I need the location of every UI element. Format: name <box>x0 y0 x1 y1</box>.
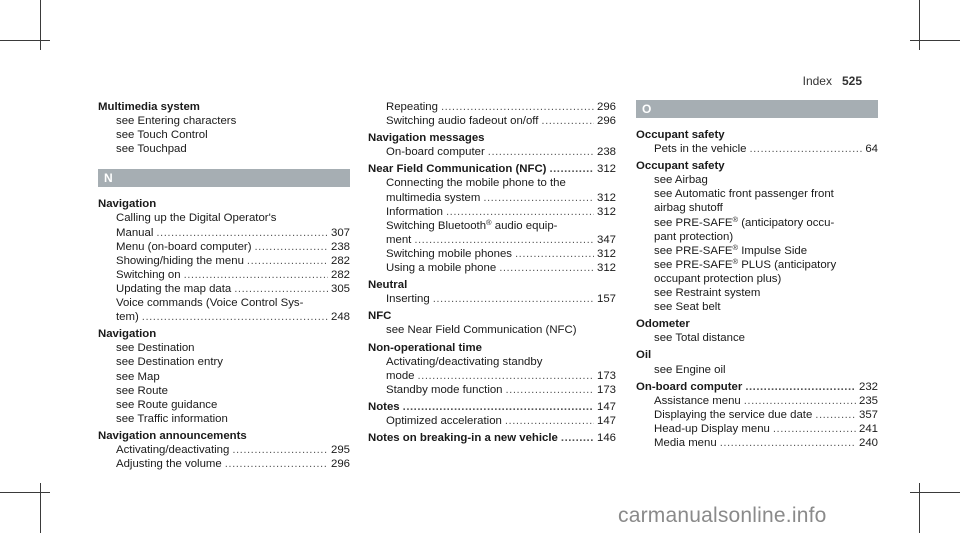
entry-ref: see PRE-SAFE® Impulse Side <box>654 242 808 257</box>
entry-line: Switching mobile phones ..... 312 <box>368 247 616 261</box>
entry-line: Head-up Display menu ..... 241 <box>636 422 878 436</box>
crop-mark <box>910 40 960 41</box>
entry-line: Menu (on-board computer) ..... 238 <box>98 240 350 254</box>
crop-mark <box>0 492 50 493</box>
crop-mark <box>919 483 920 533</box>
entry-ref: see Seat belt <box>654 301 721 314</box>
entry-title: Odometer <box>636 318 690 331</box>
entry-line: Standby mode function ..... 173 <box>368 383 616 397</box>
entry-title: Non-operational time <box>368 341 482 354</box>
entry-line: Information ..... 312 <box>368 205 616 219</box>
entry-line: Switching on ..... 282 <box>98 268 350 282</box>
entry-line: Displaying the service due date ..... 357 <box>636 408 878 422</box>
crop-mark <box>919 0 920 50</box>
entry-line: Inserting ..... 157 <box>368 292 616 306</box>
entry-line: Activating/deactivating standby <box>386 355 543 368</box>
entry-ref: see Airbag <box>654 174 708 187</box>
entry-ref: see Restraint system <box>654 287 761 300</box>
entry-ref: see PRE-SAFE® PLUS (anticipatory <box>654 256 837 271</box>
crop-mark <box>40 483 41 533</box>
entry-ref: see Entering characters <box>116 115 237 128</box>
entry-title: Notes ..... 147 <box>368 400 616 414</box>
entry-line: Updating the map data ..... 305 <box>98 282 350 296</box>
entry-ref: pant protection) <box>654 230 734 243</box>
index-column-2 <box>368 100 616 445</box>
crop-mark <box>910 492 960 493</box>
entry-line: Adjusting the volume ..... 296 <box>98 457 350 471</box>
page-header <box>803 74 862 88</box>
entry-ref: see Touchpad <box>116 143 187 156</box>
entry-ref: occupant protection plus) <box>654 272 782 285</box>
entry-line: ment ..... 347 <box>368 233 616 247</box>
section-title: Index <box>802 74 832 88</box>
entry-ref: see Total distance <box>654 332 745 345</box>
entry-line: Calling up the Digital Operator's <box>116 212 277 225</box>
letter-bar-n: N <box>98 169 350 187</box>
page-number: 525 <box>841 74 862 88</box>
entry-ref: see Touch Control <box>116 129 208 142</box>
entry-title: NFC <box>368 310 392 323</box>
entry-line: Pets in the vehicle ..... 64 <box>636 142 878 156</box>
watermark: carmanualsonline.info <box>618 504 827 527</box>
entry-title: On-board computer ..... 232 <box>636 380 878 394</box>
entry-line: mode ..... 173 <box>368 369 616 383</box>
entry-title: Navigation messages <box>368 132 485 145</box>
entry-title: Neutral <box>368 279 408 292</box>
entry-line: tem) ..... 248 <box>98 310 350 324</box>
entry-ref: see Route guidance <box>116 398 218 411</box>
entry-title: Near Field Communication (NFC) ..... 312 <box>368 162 616 176</box>
entry-line: Manual ..... 307 <box>98 226 350 240</box>
entry-title: Navigation announcements <box>98 429 247 442</box>
entry-title: Navigation <box>98 328 157 341</box>
entry-line: On-board computer ..... 238 <box>368 145 616 159</box>
crop-mark <box>0 40 50 41</box>
entry-line: multimedia system ..... 312 <box>368 191 616 205</box>
entry-title: Oil <box>636 349 652 362</box>
entry-ref: see Engine oil <box>654 363 726 376</box>
entry-line: Assistance menu ..... 235 <box>636 394 878 408</box>
crop-mark <box>40 0 41 50</box>
index-column-3 <box>636 100 878 450</box>
entry-line: Using a mobile phone ..... 312 <box>368 261 616 275</box>
entry-ref: see PRE-SAFE® (anticipatory occu- <box>654 214 835 229</box>
entry-line: Connecting the mobile phone to the <box>386 177 566 190</box>
entry-title: Occupant safety <box>636 160 725 173</box>
entry-title: Navigation <box>98 198 157 211</box>
entry-ref: see Traffic information <box>116 412 228 425</box>
entry-ref: see Destination entry <box>116 356 224 369</box>
entry-ref: see Map <box>116 370 160 383</box>
entry-ref: airbag shutoff <box>654 202 723 215</box>
entry-line: Voice commands (Voice Control Sys- <box>116 297 304 310</box>
entry-title: Notes on breaking-in a new vehicle ..... 146 <box>368 431 616 445</box>
entry-ref: see Automatic front passenger front <box>654 188 834 201</box>
letter-bar-o: O <box>636 100 878 118</box>
entry-line: Repeating ..... 296 <box>368 100 616 114</box>
entry-ref: see Destination <box>116 342 195 355</box>
entry-line: Activating/deactivating ..... 295 <box>98 443 350 457</box>
entry-title: Occupant safety <box>636 129 725 141</box>
entry-line: Media menu ..... 240 <box>636 436 878 450</box>
entry-line: Showing/hiding the menu ..... 282 <box>98 254 350 268</box>
entry-ref: see Route <box>116 384 168 397</box>
entry-ref: see Near Field Communication (NFC) <box>386 324 577 337</box>
entry-line: Switching Bluetooth® audio equip- <box>386 217 558 232</box>
entry-line: Switching audio fadeout on/off ..... 296 <box>368 114 616 128</box>
entry-title: Multimedia system <box>98 101 200 113</box>
index-column-1 <box>98 100 350 471</box>
entry-line: Optimized acceleration ..... 147 <box>368 414 616 428</box>
